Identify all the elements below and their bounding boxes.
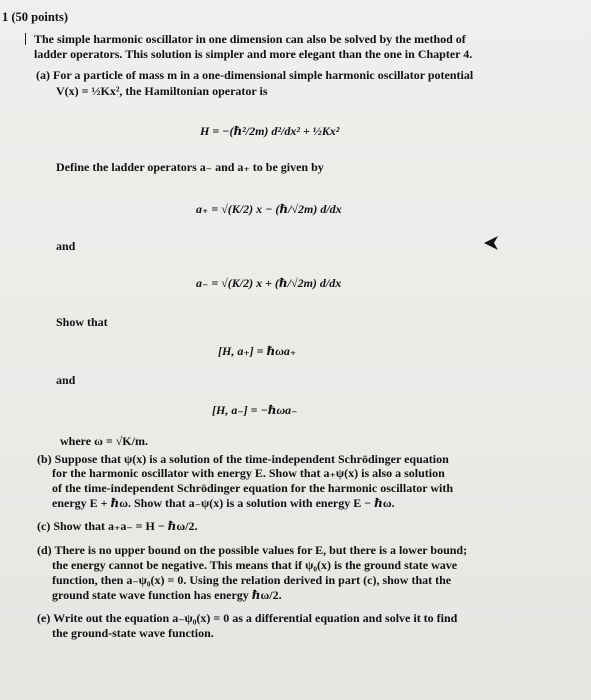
part-e-line-1: (e) Write out the equation a₋ψ₀(x) = 0 as a differential equation and solve it to find xyxy=(37,611,458,625)
problem-title: 1 (50 points) xyxy=(2,10,68,24)
part-d-line-2: the energy cannot be negative. This means that if ψ₀(x) is the ground state wave xyxy=(52,558,458,572)
part-a-line-2: V(x) = ½Kx², the Hamiltonian operator is xyxy=(56,84,268,98)
part-d-line-4: ground state wave function has energy ℏω/2. xyxy=(52,588,282,602)
hamiltonian-text: H = −(ℏ²/2m) d²/dx² + ½Kx² xyxy=(200,124,340,138)
part-b-line-3: of the time-independent Schrödinger equation for the harmonic oscillator with xyxy=(52,481,453,495)
part-a-line-1: (a) For a particle of mass m in a one-dimensional simple harmonic oscillator potential xyxy=(36,68,474,82)
ladder-definition-text: Define the ladder operators a₋ and a₊ to be given by xyxy=(56,160,324,174)
show-that-label: Show that xyxy=(56,315,108,329)
a-minus-text: a₋ = √(K/2) x + (ℏ/√2m) d/dx xyxy=(196,276,342,290)
text-cursor-marker xyxy=(25,33,26,45)
part-c-line-1: (c) Show that a₊a₋ = H − ℏω/2. xyxy=(37,519,198,533)
a-plus-equation xyxy=(196,202,342,217)
commutator-1-text: [H, a₊] = ℏωa₊ xyxy=(218,344,297,358)
a-minus-equation xyxy=(196,276,341,291)
intro-line-2: ladder operators. This solution is simpler and more elegant than the one in Chapter 4. xyxy=(34,47,473,61)
part-b-line-1: (b) Suppose that ψ(x) is a solution of the time-independent Schrödinger equation xyxy=(37,452,449,466)
part-d-line-3: function, then a₋ψ₀(x) = 0. Using the relation derived in part (c), show that the xyxy=(52,573,452,587)
commutator-2 xyxy=(212,403,298,418)
and-label-2: and xyxy=(56,373,76,387)
a-plus-text: a₊ = √(K/2) x − (ℏ/√2m) d/dx xyxy=(196,202,342,216)
commutator-1 xyxy=(218,344,296,359)
commutator-2-text: [H, a₋] = −ℏωa₋ xyxy=(212,403,298,417)
part-e-line-2: the ground-state wave function. xyxy=(52,626,214,640)
hamiltonian-equation xyxy=(200,124,339,139)
part-b-line-4: energy E + ℏω. Show that a₋ψ(x) is a solution with energy E − ℏω. xyxy=(52,496,395,510)
mouse-pointer-icon xyxy=(484,236,498,255)
part-d-line-1: (d) There is no upper bound on the possible values for E, but there is a lower bound; xyxy=(37,543,468,557)
intro-line-1: The simple harmonic oscillator in one dimension can also be solved by the method of xyxy=(34,32,466,46)
part-b-line-2: for the harmonic oscillator with energy E. Show that a₊ψ(x) is also a solution xyxy=(52,466,445,480)
and-label-1: and xyxy=(56,239,76,253)
omega-definition: where ω = √K/m. xyxy=(60,434,148,448)
